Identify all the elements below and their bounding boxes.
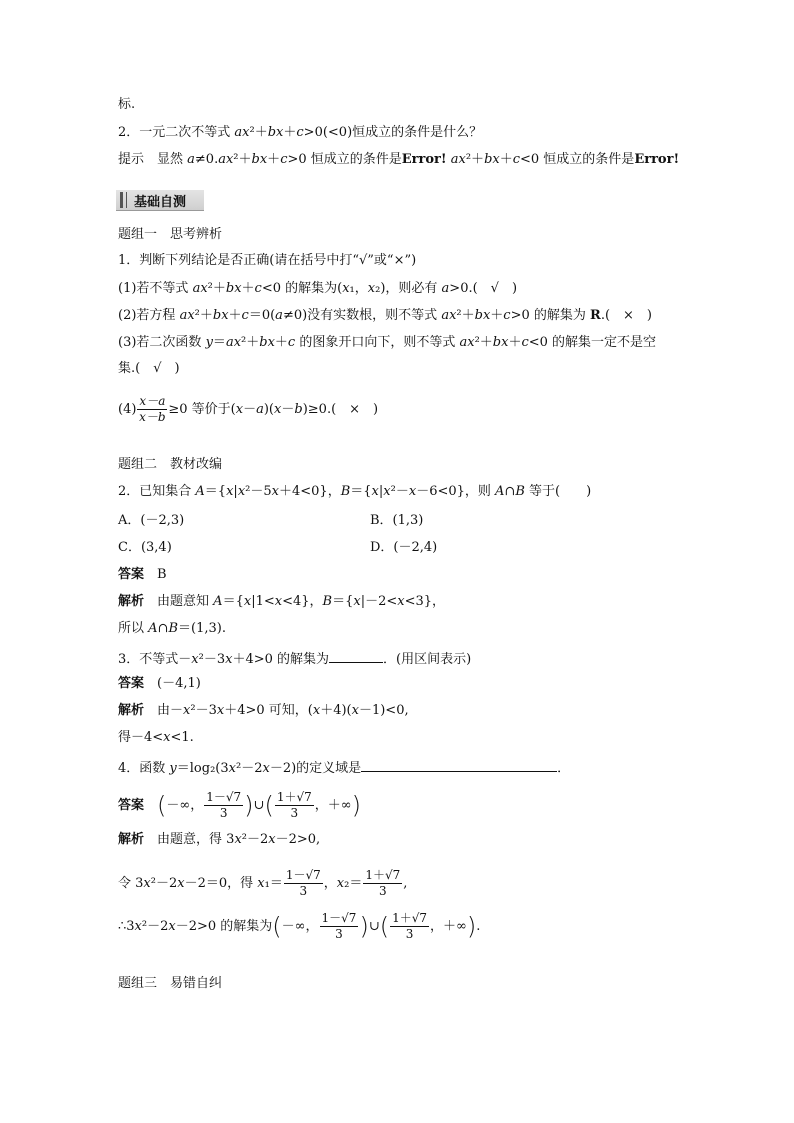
math: x <box>191 652 199 667</box>
text: , <box>403 876 408 891</box>
text: <0 的解集一定不是空 <box>528 335 657 350</box>
math: x <box>134 919 142 934</box>
text: ∩ <box>157 621 169 636</box>
text: <4}， <box>282 594 323 609</box>
text: 等于( ) <box>524 484 592 499</box>
statement-line <box>118 307 652 325</box>
math: x <box>225 652 233 667</box>
statement-line <box>118 334 656 352</box>
text: 标. <box>118 97 136 112</box>
math: B <box>168 621 178 636</box>
math: x <box>228 761 236 776</box>
numerator: 1＋√7 <box>276 790 312 804</box>
hint-label: 提示 显然 <box>118 152 188 167</box>
text: (2)若方程 <box>118 308 180 323</box>
math: x <box>397 594 405 609</box>
denominator: 3 <box>335 927 343 941</box>
math: A <box>148 621 158 636</box>
text: ²－ <box>390 484 409 499</box>
math: ax <box>441 308 457 323</box>
text: >0(<0)恒成立的条件是什么？ <box>303 125 483 140</box>
text: | <box>233 484 238 499</box>
text: ＝(1,3). <box>178 621 226 636</box>
question-line: 1．判断下列结论是否正确(请在括号中打“√”或“×”) <box>118 253 417 268</box>
math: x <box>243 594 252 609</box>
text: －6<0}，则 <box>416 484 496 499</box>
header-bar-icon <box>120 192 123 208</box>
math: bx <box>212 308 229 323</box>
text: ＋ <box>274 335 288 350</box>
text: ²＋ <box>465 152 485 167</box>
text: 所以 <box>118 621 149 636</box>
left-paren-icon: ( <box>379 912 390 941</box>
math: a <box>275 308 283 323</box>
math: c <box>280 152 288 167</box>
text: .( × ) <box>600 308 652 323</box>
explanation-label: 解析 <box>118 703 145 718</box>
math: x <box>226 484 234 499</box>
math: x <box>336 876 345 891</box>
math: ax <box>450 152 466 167</box>
math: ax <box>234 125 250 140</box>
math: bx <box>251 152 268 167</box>
math: ax <box>225 335 242 350</box>
math: x <box>237 484 246 499</box>
numerator: 1－√7 <box>206 790 242 804</box>
text: ＋ <box>283 125 297 140</box>
math: x <box>216 703 225 718</box>
hint-line <box>118 151 679 169</box>
text: ＋ <box>241 281 255 296</box>
text: 3．不等式－ <box>118 652 192 667</box>
text: ₁＝ <box>264 876 283 891</box>
explanation-line <box>118 911 480 942</box>
numerator: 1－√7 <box>321 911 357 925</box>
fraction <box>284 868 323 899</box>
math: c <box>512 152 521 167</box>
text: ＋4<0}， <box>278 484 341 499</box>
text: ＝log₂(3 <box>176 761 229 776</box>
text: ＝{ <box>350 484 372 499</box>
text: 由题意知 <box>157 594 214 609</box>
math: R <box>590 308 601 323</box>
text: －1)<0, <box>358 703 409 718</box>
math: x <box>312 703 321 718</box>
math: x <box>234 832 242 847</box>
math: a <box>441 281 450 296</box>
text: ． <box>557 761 571 776</box>
explanation-line <box>118 702 409 720</box>
text: 得－4< <box>118 730 164 745</box>
math: A <box>213 594 223 609</box>
math: x <box>274 594 283 609</box>
fraction <box>390 911 429 942</box>
text: )≥0.( × ) <box>302 402 379 417</box>
answer-label: 答案 <box>118 676 145 691</box>
math: bx <box>484 152 500 167</box>
right-paren-icon: ) <box>351 791 361 820</box>
fraction <box>363 868 402 899</box>
question-line <box>118 757 570 778</box>
answer-line <box>118 790 361 821</box>
text: ＝{ <box>204 484 227 499</box>
numerator: 1＋√7 <box>365 868 401 882</box>
explanation-line <box>118 620 226 638</box>
text: ＋4>0 可知，( <box>224 703 313 718</box>
math: x <box>183 703 191 718</box>
text: －2>0, <box>275 832 321 847</box>
text: ＋ <box>267 152 281 167</box>
math: bx <box>259 335 275 350</box>
denominator: 3 <box>219 806 228 820</box>
text: 令 3 <box>118 876 144 891</box>
text: －2)的定义域是 <box>269 761 362 776</box>
option-d[interactable]: D．(－2,4) <box>370 540 438 555</box>
math: x <box>383 484 391 499</box>
text: ²＋ <box>241 335 260 350</box>
text: >0 恒成立的条件是 <box>287 152 402 167</box>
math: B <box>340 484 351 499</box>
math: ax <box>459 335 475 350</box>
text: >0.( √ ) <box>449 281 518 296</box>
text: ²－3 <box>198 652 226 667</box>
text: (1)若不等式 <box>118 281 193 296</box>
text: ＝{ <box>332 594 354 609</box>
group-title: 题组三 易错自纠 <box>118 976 223 991</box>
math: A <box>195 484 205 499</box>
option-a[interactable]: A．(－2,3) <box>118 513 185 528</box>
explanation-line <box>118 593 445 611</box>
text: (3)若二次函数 <box>118 335 206 350</box>
answer-line <box>118 566 167 584</box>
text: －∞， <box>281 919 319 934</box>
group-title: 题组二 教材改编 <box>118 457 223 472</box>
text: － <box>281 402 295 417</box>
text: ＋ <box>490 308 504 323</box>
math: x <box>342 281 350 296</box>
text: >0 的解集为 <box>510 308 591 323</box>
math: x <box>351 703 359 718</box>
math: x <box>143 876 151 891</box>
math: x <box>271 484 279 499</box>
answer-blank[interactable] <box>329 648 383 663</box>
right-paren-icon: ) <box>244 791 254 820</box>
text: －2>0 的解集为 <box>175 919 273 934</box>
math: c <box>503 308 511 323</box>
answer-value: B <box>157 567 167 582</box>
math: c <box>296 125 304 140</box>
denominator: 3 <box>290 806 299 820</box>
explanation-label: 解析 <box>118 594 145 609</box>
math: x <box>268 832 276 847</box>
text: ²－5 <box>245 484 272 499</box>
answer-line <box>118 675 201 693</box>
text: <3}， <box>404 594 446 609</box>
question-line <box>118 648 471 669</box>
math: x <box>262 761 270 776</box>
math: bx <box>267 125 284 140</box>
text: ．(用区间表示) <box>383 652 472 667</box>
text: ≠0)没有实数根，则不等式 <box>282 308 442 323</box>
header-bar-icon <box>126 192 127 208</box>
text: 2．一元二次不等式 <box>118 125 235 140</box>
text: ²＋ <box>456 308 475 323</box>
math: x <box>235 402 244 417</box>
text: － <box>243 402 257 417</box>
numerator: 1＋√7 <box>392 911 428 925</box>
fraction <box>320 911 359 942</box>
left-paren-icon: ( <box>272 912 282 941</box>
math: bx <box>492 335 509 350</box>
text: ₂＝ <box>344 876 363 891</box>
text-line <box>118 96 135 114</box>
math: x <box>371 484 379 499</box>
math: x <box>163 730 171 745</box>
text: 由－ <box>157 703 184 718</box>
text: (4) <box>118 402 137 417</box>
group-title: 题组一 思考辨析 <box>118 227 223 242</box>
math: b <box>294 402 303 417</box>
text: ＋ <box>499 152 513 167</box>
math: a <box>256 402 264 417</box>
text: ＝0( <box>248 308 276 323</box>
explanation-line <box>118 729 194 747</box>
text: ²＋ <box>249 125 268 140</box>
text: ， <box>323 876 337 891</box>
question-line <box>118 124 482 142</box>
numerator: x－a <box>139 394 166 408</box>
question-line <box>118 483 591 501</box>
option-c[interactable]: C．(3,4) <box>118 540 172 555</box>
math: bx <box>225 281 242 296</box>
math: c <box>241 308 249 323</box>
text: ，＋∞ <box>430 919 467 934</box>
statement-line <box>118 280 517 298</box>
statement-line: 集.( √ ) <box>118 361 180 376</box>
text: －∞， <box>166 798 204 813</box>
numerator: 1－√7 <box>285 868 321 882</box>
text: ≥0 等价于( <box>168 402 236 417</box>
denominator: 3 <box>378 884 387 898</box>
math: y <box>169 761 177 776</box>
text: ∪ <box>253 798 265 813</box>
right-paren-icon: ) <box>466 912 477 941</box>
math: B <box>515 484 525 499</box>
text: ²－2 <box>241 832 269 847</box>
math: x <box>257 876 265 891</box>
error-text: Error! <box>634 152 680 167</box>
error-text: Error! <box>401 152 447 167</box>
math: x <box>168 919 176 934</box>
answer-value: (－4,1) <box>157 676 201 691</box>
text: ²＋ <box>194 308 213 323</box>
math: c <box>287 335 296 350</box>
text: ²＋ <box>474 335 493 350</box>
text: ∪ <box>368 919 380 934</box>
explanation-label: 解析 <box>118 832 145 847</box>
denominator: 3 <box>405 927 414 941</box>
text: |－2< <box>360 594 398 609</box>
fraction <box>137 394 167 425</box>
math: x <box>274 402 282 417</box>
section-title: 基础自测 <box>134 195 187 210</box>
text: 由题意，得 3 <box>157 832 235 847</box>
text: |1< <box>251 594 275 609</box>
text: ＋4>0 的解集为 <box>232 652 330 667</box>
text: ∩ <box>504 484 516 499</box>
text: . <box>476 919 481 934</box>
text: ∴3 <box>118 919 135 934</box>
text: ₁， <box>349 281 368 296</box>
answer-label: 答案 <box>118 798 145 813</box>
math: ax <box>218 152 234 167</box>
text: ＋ <box>508 335 522 350</box>
answer-label: 答案 <box>118 567 145 582</box>
text: ²－2 <box>235 761 263 776</box>
math: x <box>353 594 361 609</box>
fraction <box>275 790 314 821</box>
math: x <box>177 876 185 891</box>
text: <0 的解集为( <box>261 281 343 296</box>
math: x <box>367 281 376 296</box>
text: ＋4)( <box>320 703 352 718</box>
answer-blank[interactable] <box>361 757 557 772</box>
section-header <box>116 190 204 211</box>
text: )( <box>263 402 275 417</box>
denominator: 3 <box>299 884 308 898</box>
explanation-line <box>118 868 407 899</box>
math: B <box>322 594 333 609</box>
denominator: x－b <box>139 410 166 424</box>
text: ₂)，则必有 <box>375 281 442 296</box>
math: ax <box>179 308 195 323</box>
text: －2＝0，得 <box>184 876 258 891</box>
math: bx <box>474 308 491 323</box>
text: ，＋∞ <box>314 798 352 813</box>
text: <1. <box>170 730 194 745</box>
left-paren-icon: ( <box>157 791 167 820</box>
text: ²－2 <box>150 876 178 891</box>
right-paren-icon: ) <box>359 912 369 941</box>
math: A <box>495 484 505 499</box>
text: ＝{ <box>222 594 244 609</box>
math: x <box>408 484 417 499</box>
text: ≠0. <box>194 152 219 167</box>
math: a <box>187 152 195 167</box>
math: c <box>254 281 262 296</box>
math: y <box>205 335 213 350</box>
text: <0 恒成立的条件是 <box>520 152 635 167</box>
text: ＝ <box>212 335 226 350</box>
text: ＋ <box>228 308 242 323</box>
fraction <box>204 790 243 821</box>
text: 的图象开口向下，则不等式 <box>295 335 460 350</box>
text: | <box>378 484 384 499</box>
text: 2．已知集合 <box>118 484 196 499</box>
text: ²－2 <box>141 919 169 934</box>
text: ²＋ <box>233 152 252 167</box>
text: ²－3 <box>190 703 217 718</box>
option-b[interactable]: B．(1,3) <box>370 513 424 528</box>
left-paren-icon: ( <box>264 791 274 820</box>
statement-line <box>118 394 378 425</box>
math: c <box>521 335 529 350</box>
math: ax <box>192 281 208 296</box>
text: 4．函数 <box>118 761 170 776</box>
text: ²＋ <box>207 281 226 296</box>
explanation-line <box>118 831 320 849</box>
